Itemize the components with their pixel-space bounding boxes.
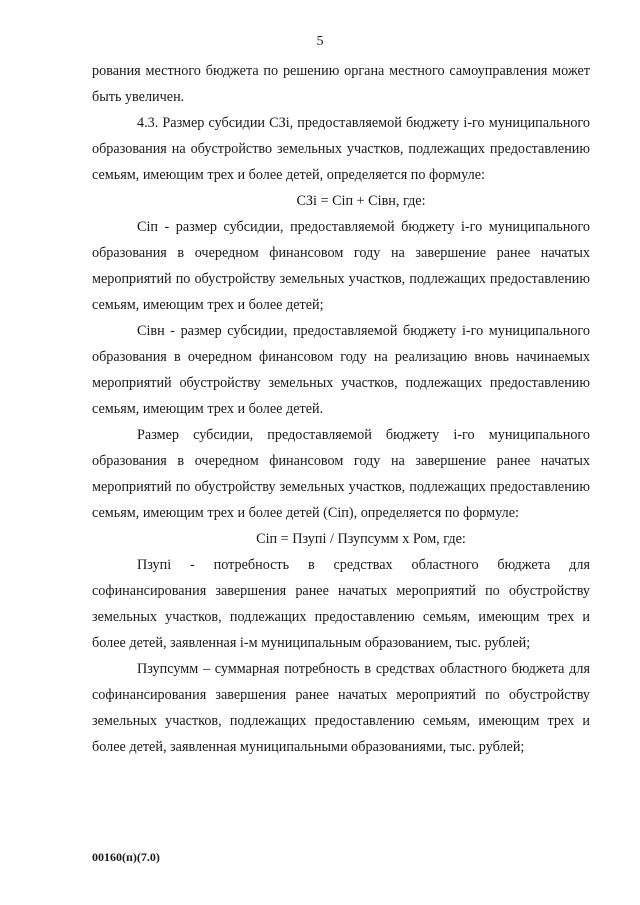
page-number: 5 (316, 34, 324, 49)
document-code: 00160(п)(7.0) (92, 850, 160, 864)
paragraph-definition-sivn: Сiвн - размер субсидии, предоставляемой бюджету i-го муниципального образования в очередном финансовом году на реализацию вновь начинаемых мероприятий обустройству земельных участков, подлежащих предоставлению семьям, имеющим трех и более детей. (92, 323, 590, 417)
paragraph-definition-pzupsumm: Пзупсумм – суммарная потребность в средствах областного бюджета для софинансирования завершения ранее начатых мероприятий по обустройству земельных участков, подлежащих предоставлению семьям, имеющим трех и более детей, заявленная муниципальными образованиями, тыс. рублей; (92, 661, 590, 755)
formula-subsidy-sip: Сiп = Пзупi / Пзупсумм х Ром, где: (256, 531, 466, 547)
document-body (92, 58, 590, 760)
paragraph-continuation: рования местного бюджета по решению органа местного самоуправления может быть увеличен. (92, 63, 590, 105)
paragraph-definition-pzupi: Пзупi - потребность в средствах областного бюджета для софинансирования завершения ранее начатых мероприятий по обустройству земельных участков, подлежащих предоставлению семьям, имеющим трех и более детей, заявленная i-м муниципальным образованием, тыс. рублей; (92, 557, 590, 651)
paragraph-subsidy-size: Размер субсидии, предоставляемой бюджету i-го муниципального образования в очередном финансовом году на завершение ранее начатых мероприятий по обустройству земельных участков, подлежащих предоставлению семьям, имеющим трех и более детей (Сiп), определяется по формуле: (92, 427, 590, 521)
paragraph-section-4-3: 4.3. Размер субсидии СЗi, предоставляемой бюджету i-го муниципального образования на обустройство земельных участков, подлежащих предоставлению семьям, имеющим трех и более детей, определяется по формуле: (92, 115, 590, 183)
paragraph-definition-sip: Сiп - размер субсидии, предоставляемой бюджету i-го муниципального образования в очередном финансовом году на завершение ранее начатых мероприятий по обустройству земельных участков, подлежащих предоставлению семьям, имеющим трех и более детей; (92, 219, 590, 313)
formula-subsidy-total: СЗi = Сiп + Сiвн, где: (296, 193, 426, 209)
